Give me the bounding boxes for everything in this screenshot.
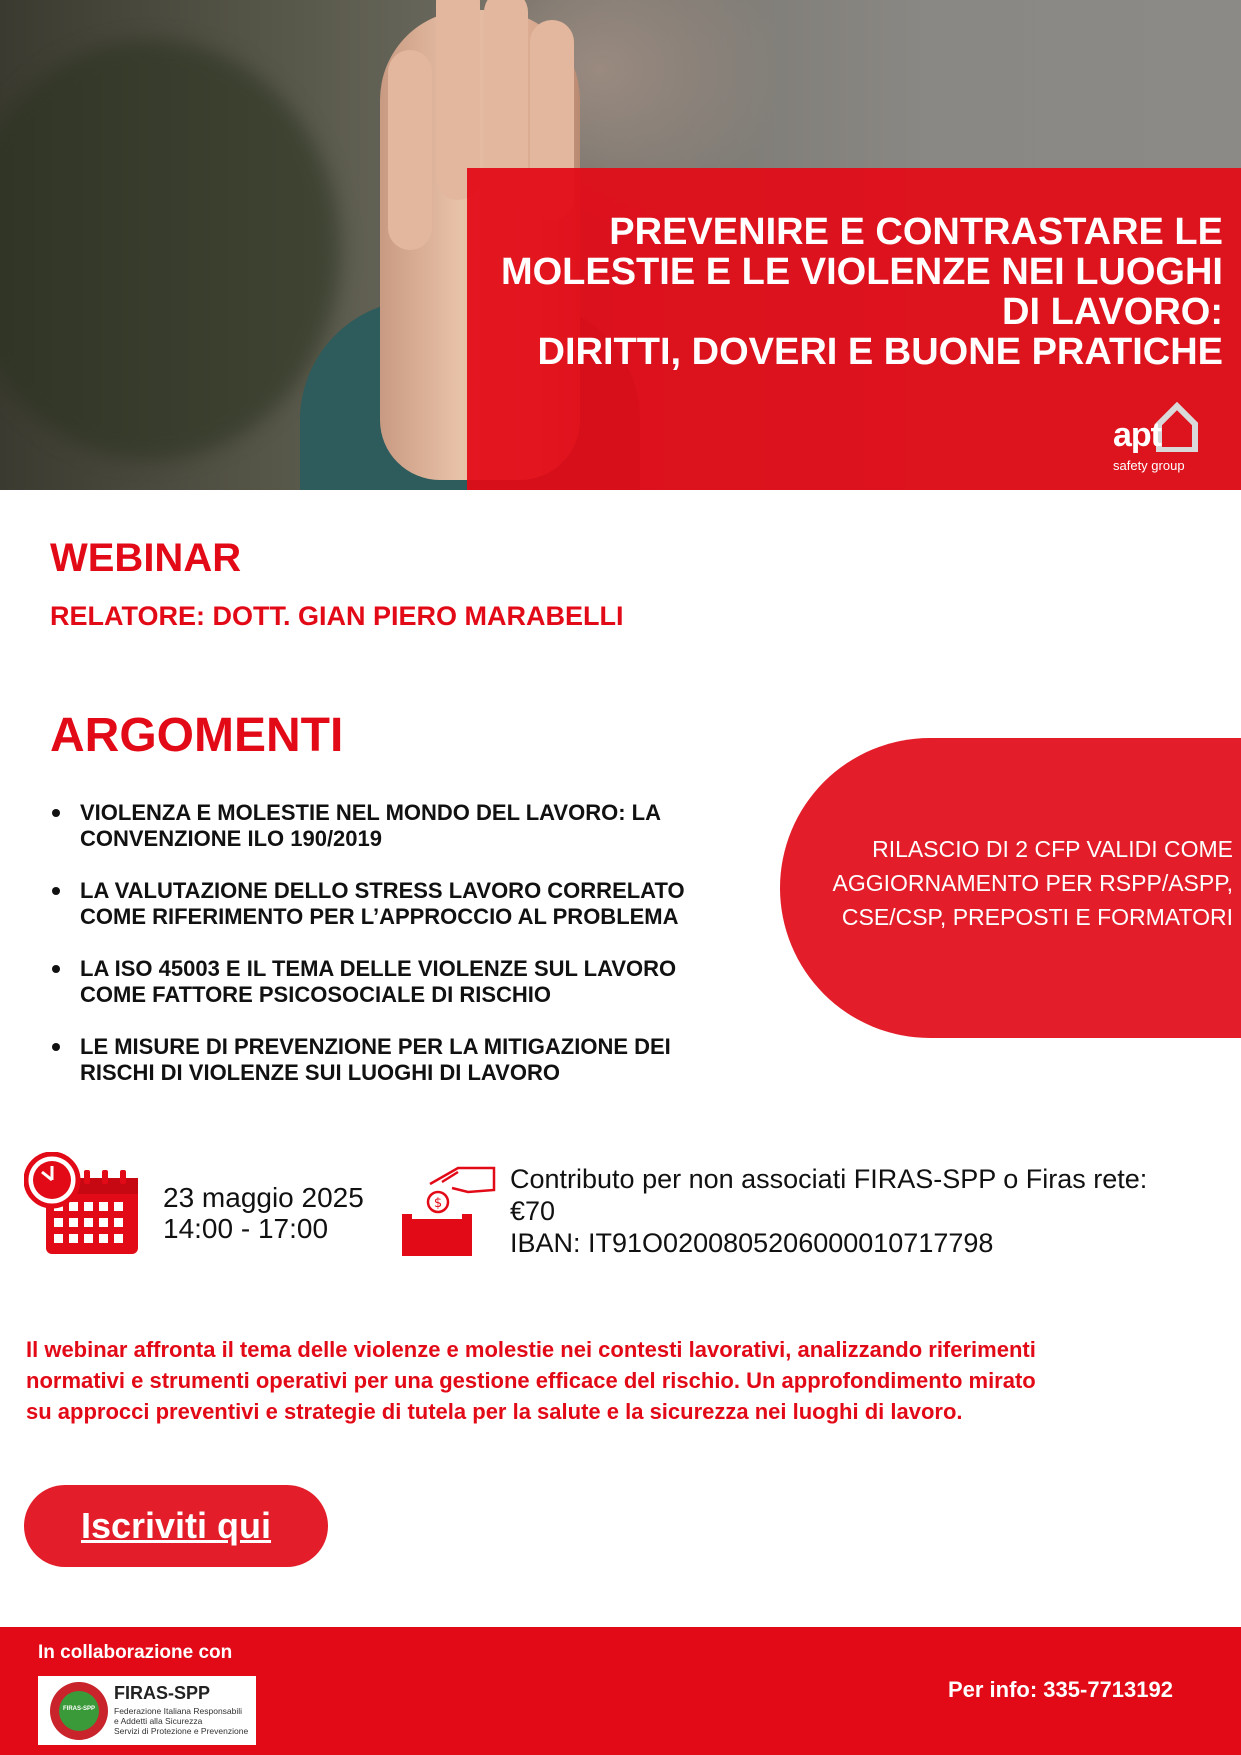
- contact-info: Per info: 335-7713192: [947, 1677, 1173, 1702]
- collaboration-label: In collaborazione con: [38, 1642, 233, 1663]
- apt-logo: [1113, 402, 1203, 480]
- payment-box-icon: [402, 1162, 498, 1256]
- bullet-icon: [52, 809, 60, 817]
- bullet-icon: [52, 1043, 60, 1051]
- finger: [388, 50, 432, 250]
- contribution-info: Contributo per non associati FIRAS-SPP o Firas rete: €70 IBAN: IT91O0200805206000010717798: [510, 1164, 1148, 1258]
- footer: [0, 1627, 1241, 1755]
- list-item: [50, 878, 750, 930]
- hero-banner: [0, 0, 1241, 490]
- page-title: PREVENIRE E CONTRASTARE LE MOLESTIE E LE VIOLENZE NEI LUOGHI DI LAVORO: DIRITTI, DOVERI E BUONE PRATICHE: [500, 211, 1223, 373]
- list-item: [50, 956, 750, 1008]
- bullet-icon: [52, 887, 60, 895]
- partner-name: FIRAS-SPP: [114, 1683, 211, 1703]
- svg-text:$: $: [433, 1196, 443, 1211]
- topic-text: VIOLENZA E MOLESTIE NEL MONDO DEL LAVORO: LA CONVENZIONE ILO 190/2019: [80, 800, 661, 851]
- firas-seal-icon: [50, 1682, 108, 1740]
- event-date-time: 23 maggio 2025 14:00 - 17:00: [163, 1182, 364, 1244]
- speaker-line: RELATORE: DOTT. GIAN PIERO MARABELLI: [50, 601, 624, 631]
- topic-text: LA ISO 45003 E IL TEMA DELLE VIOLENZE SUL LAVORO COME FATTORE PSICOSOCIALE DI RISCHIO: [80, 956, 677, 1007]
- background-plant: [0, 40, 340, 460]
- firas-spp-logo[interactable]: [38, 1676, 256, 1745]
- bullet-icon: [52, 965, 60, 973]
- apt-logo-word: apt: [1113, 416, 1161, 454]
- cfp-text: RILASCIO DI 2 CFP VALIDI COME AGGIORNAMENTO PER RSPP/ASPP, CSE/CSP, PREPOSTI E FORMATORI: [832, 836, 1233, 930]
- topic-text: LE MISURE DI PREVENZIONE PER LA MITIGAZIONE DEI RISCHI DI VIOLENZE SUI LUOGHI DI LAVORO: [80, 1034, 671, 1085]
- topic-text: LA VALUTAZIONE DELLO STRESS LAVORO CORRELATO COME RIFERIMENTO PER L’APPROCCIO AL PROBLEMA: [80, 878, 685, 929]
- description-text: Il webinar affronta il tema delle violenze e molestie nei contesti lavorativi, analizzando riferimenti normativi e strumenti operativi per una gestione efficace del rischio. Un approfondimento mirato su approcci preventivi e strategie di tutela per la salute e la sicurezza nei luoghi di lavoro.: [26, 1337, 1036, 1424]
- topics-list: [50, 800, 750, 1112]
- list-item: [50, 1034, 750, 1086]
- calendar-clock-icon: [24, 1152, 140, 1256]
- topics-heading: ARGOMENTI: [50, 709, 344, 762]
- cfp-badge: [780, 738, 1241, 1038]
- webinar-heading: WEBINAR: [50, 536, 242, 580]
- seal-text: FIRAS-SPP: [62, 1706, 95, 1712]
- signup-button[interactable]: Iscriviti qui: [24, 1485, 328, 1567]
- title-panel: [467, 168, 1241, 490]
- apt-logo-subtitle: safety group: [1113, 458, 1185, 473]
- partner-full-name: Federazione Italiana Responsabili e Addetti alla Sicurezza Servizi di Protezione e Prevenzione: [114, 1706, 249, 1736]
- list-item: [50, 800, 750, 852]
